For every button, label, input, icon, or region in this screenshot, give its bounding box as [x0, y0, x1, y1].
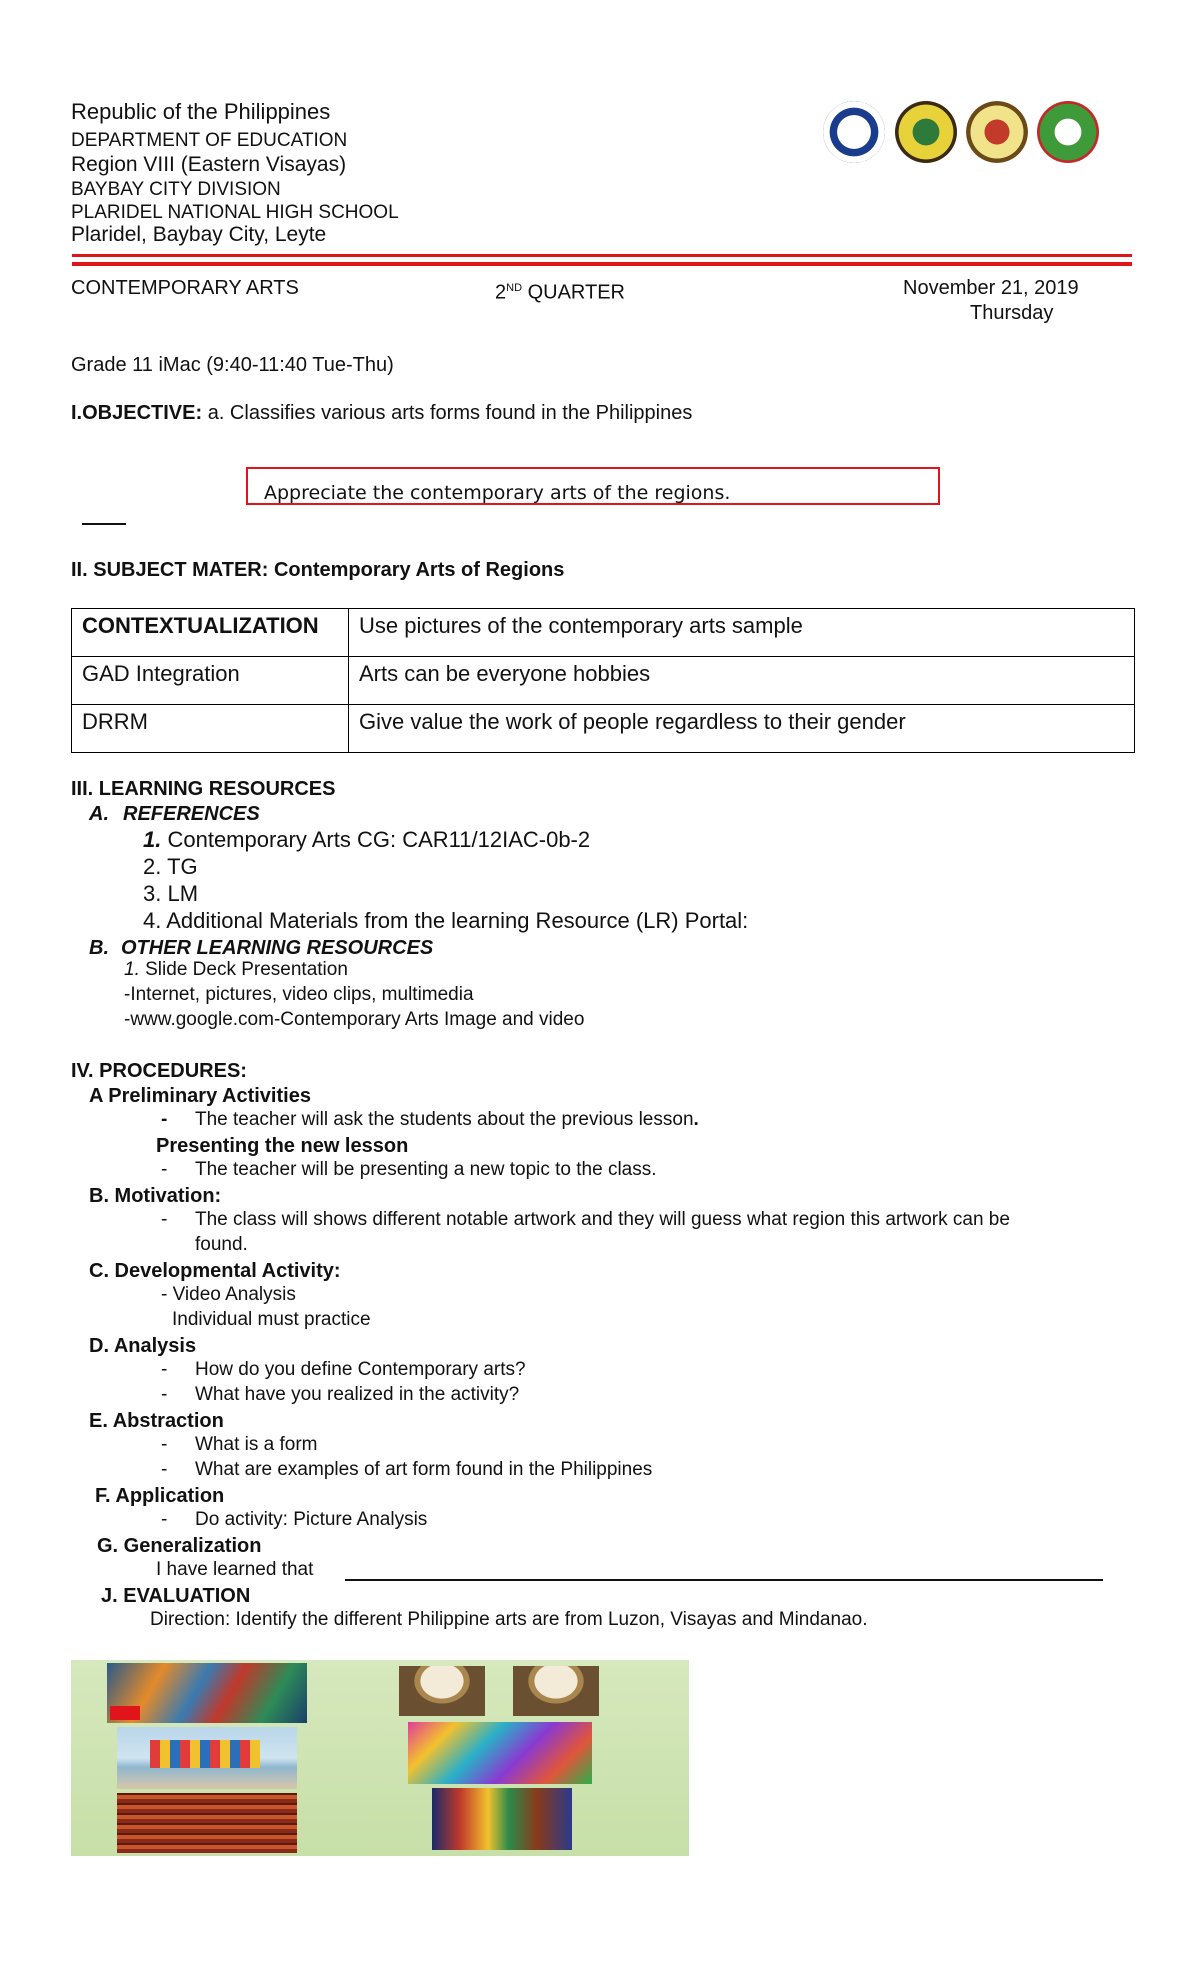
other-resource-item: 1. Slide Deck Presentation	[124, 959, 348, 980]
table-cell-value: Give value the work of people regardless to their gender	[349, 705, 1135, 753]
quarter-label: 2ND QUARTER	[495, 281, 625, 304]
lesson-date: November 21, 2019	[903, 277, 1079, 299]
objective-box	[246, 467, 940, 505]
generalization-answer-line	[345, 1579, 1103, 1581]
lesson-day: Thursday	[970, 302, 1054, 324]
table-cell-value: Use pictures of the contemporary arts sample	[349, 609, 1135, 657]
table-cell-value: Arts can be everyone hobbies	[349, 657, 1135, 705]
presenting-heading: Presenting the new lesson	[156, 1135, 409, 1157]
table-cell-label: DRRM	[72, 705, 349, 753]
artwork-boat-sails-image	[150, 1740, 260, 1768]
application-heading: F. Application	[95, 1485, 225, 1507]
blank-underline	[82, 523, 126, 525]
grade-section: Grade 11 iMac (9:40-11:40 Tue-Thu)	[71, 354, 394, 376]
artwork-masks-festival-image	[408, 1722, 592, 1784]
header-republic: Republic of the Philippines	[71, 99, 331, 124]
analysis-item: - How do you define Contemporary arts?	[161, 1359, 526, 1380]
motivation-item: - The class will shows different notable artwork and they will guess what region this artwork can be	[161, 1209, 1010, 1230]
motivation-heading: B. Motivation:	[89, 1185, 222, 1207]
reference-item: 4. Additional Materials from the learning Resource (LR) Portal:	[143, 908, 749, 933]
table-row	[72, 657, 1135, 705]
header-deped: DEPARTMENT OF EDUCATION	[71, 130, 348, 151]
generalization-item: I have learned that	[156, 1559, 314, 1580]
context-table	[71, 608, 1135, 753]
header-division: BAYBAY CITY DIVISION	[71, 179, 281, 200]
other-resource-item: -www.google.com-Contemporary Arts Image and video	[124, 1009, 585, 1030]
reference-item: 2. TG	[143, 854, 198, 879]
baybay-city-division-seal-logo	[895, 101, 957, 163]
abstraction-item: - What are examples of art form found in the Philippines	[161, 1459, 653, 1480]
developmental-item: - Video Analysis	[161, 1284, 296, 1305]
presenting-item: - The teacher will be presenting a new topic to the class.	[161, 1159, 657, 1180]
reference-item: 1. Contemporary Arts CG: CAR11/12IAC-0b-2	[143, 827, 591, 852]
developmental-heading: C. Developmental Activity:	[89, 1260, 341, 1282]
developmental-item: Individual must practice	[172, 1309, 371, 1330]
table-row	[72, 705, 1135, 753]
objective-line: I.OBJECTIVE: a. Classifies various arts forms found in the Philippines	[71, 402, 693, 424]
preliminary-heading: A Preliminary Activities	[89, 1085, 311, 1107]
subject-name: CONTEMPORARY ARTS	[71, 277, 299, 299]
artwork-shell-necklace-left-image	[399, 1666, 485, 1716]
header-divider-line-bottom	[72, 262, 1132, 266]
abstraction-heading: E. Abstraction	[89, 1410, 224, 1432]
analysis-item: - What have you realized in the activity?	[161, 1384, 520, 1405]
procedures-heading: IV. PROCEDURES:	[71, 1060, 247, 1082]
header-divider-line-top	[72, 254, 1132, 257]
other-resource-item: -Internet, pictures, video clips, multimedia	[124, 984, 474, 1005]
plaridel-nhs-seal-logo	[1037, 101, 1099, 163]
table-cell-label: CONTEXTUALIZATION	[72, 609, 349, 657]
abstraction-item: - What is a form	[161, 1434, 318, 1455]
baybay-city-seal-logo	[966, 101, 1028, 163]
artwork-shell-necklace-right-image	[513, 1666, 599, 1716]
motivation-item-cont: found.	[195, 1234, 248, 1255]
objective-box-text: Appreciate the contemporary arts of the regions.	[264, 482, 731, 504]
analysis-heading: D. Analysis	[89, 1335, 197, 1357]
header-address: Plaridel, Baybay City, Leyte	[71, 223, 327, 246]
header-region: Region VIII (Eastern Visayas)	[71, 153, 347, 176]
table-cell-label: GAD Integration	[72, 657, 349, 705]
application-item: - Do activity: Picture Analysis	[161, 1509, 428, 1530]
references-label: A. REFERENCES	[89, 803, 260, 825]
resources-heading: III. LEARNING RESOURCES	[71, 778, 336, 800]
red-marker-image	[110, 1706, 140, 1720]
artwork-woven-textile-image	[117, 1793, 297, 1853]
subject-matter-heading: II. SUBJECT MATER: Contemporary Arts of Regions	[71, 559, 565, 581]
evaluation-direction: Direction: Identify the different Philippine arts are from Luzon, Visayas and Mindanao.	[150, 1609, 868, 1630]
preliminary-item: - The teacher will ask the students about the previous lesson.	[161, 1109, 699, 1130]
reference-item: 3. LM	[143, 881, 199, 906]
artwork-carved-faces-image	[432, 1788, 572, 1850]
evaluation-heading: J. EVALUATION	[101, 1585, 251, 1607]
generalization-heading: G. Generalization	[97, 1535, 262, 1557]
deped-seal-logo	[823, 101, 885, 163]
other-resources-label: B. OTHER LEARNING RESOURCES	[89, 937, 434, 959]
table-row	[72, 609, 1135, 657]
header-school: PLARIDEL NATIONAL HIGH SCHOOL	[71, 202, 399, 223]
